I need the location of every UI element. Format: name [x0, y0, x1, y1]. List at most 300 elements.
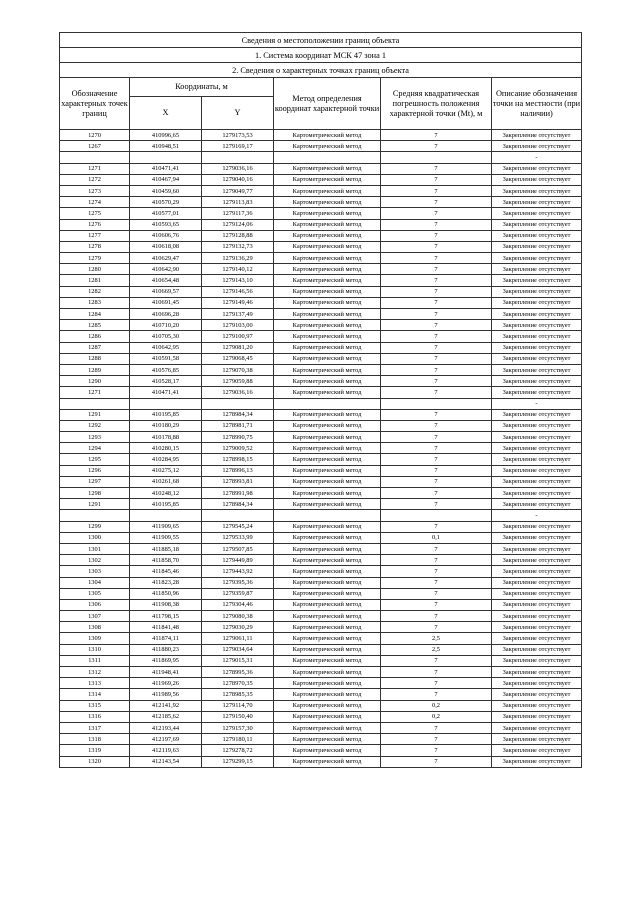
y-coordinate-cell: 1279507,85 [202, 543, 274, 554]
empty-cell [381, 152, 492, 163]
mean-error-cell: 7 [381, 264, 492, 275]
mean-error-cell: 7 [381, 364, 492, 375]
method-cell: Картометрический метод [274, 230, 381, 241]
y-coordinate-cell: 1279533,99 [202, 532, 274, 543]
point-number-cell: 1293 [60, 432, 130, 443]
x-coordinate-cell: 410691,45 [130, 297, 202, 308]
separator-row [60, 152, 582, 163]
x-coordinate-cell: 410471,41 [130, 163, 202, 174]
description-cell: Закрепление отсутствует [492, 722, 582, 733]
table-row [60, 476, 582, 487]
x-coordinate-cell: 411908,38 [130, 599, 202, 610]
description-cell: Закрепление отсутствует [492, 588, 582, 599]
table-row [60, 230, 582, 241]
mean-error-cell: 7 [381, 219, 492, 230]
empty-cell [60, 152, 130, 163]
description-cell: Закрепление отсутствует [492, 655, 582, 666]
description-cell: Закрепление отсутствует [492, 331, 582, 342]
mean-error-cell: 7 [381, 521, 492, 532]
description-cell: Закрепление отсутствует [492, 275, 582, 286]
x-coordinate-cell: 412143,54 [130, 756, 202, 767]
mean-error-cell: 7 [381, 353, 492, 364]
description-cell: Закрепление отсутствует [492, 566, 582, 577]
point-number-cell: 1299 [60, 521, 130, 532]
method-cell: Картометрический метод [274, 622, 381, 633]
table-row [60, 130, 582, 141]
table-row [60, 275, 582, 286]
table-row [60, 264, 582, 275]
point-number-cell: 1267 [60, 141, 130, 152]
mean-error-cell: 7 [381, 230, 492, 241]
table-row [60, 599, 582, 610]
mean-error-cell: 7 [381, 163, 492, 174]
mean-error-cell: 7 [381, 331, 492, 342]
table-row [60, 342, 582, 353]
x-coordinate-cell: 410996,65 [130, 130, 202, 141]
description-cell: Закрепление отсутствует [492, 599, 582, 610]
description-cell: Закрепление отсутствует [492, 689, 582, 700]
description-cell: Закрепление отсутствует [492, 320, 582, 331]
table-row [60, 711, 582, 722]
mean-error-cell: 7 [381, 309, 492, 320]
header-y: Y [202, 97, 274, 130]
y-coordinate-cell: 1279180,11 [202, 734, 274, 745]
x-coordinate-cell: 412119,63 [130, 745, 202, 756]
mean-error-cell: 7 [381, 555, 492, 566]
y-coordinate-cell: 1279113,83 [202, 197, 274, 208]
description-cell: Закрепление отсутствует [492, 409, 582, 420]
mean-error-cell: 0,1 [381, 532, 492, 543]
boundary-points-table [59, 32, 582, 768]
y-coordinate-cell: 1279545,24 [202, 521, 274, 532]
table-row [60, 667, 582, 678]
y-coordinate-cell: 1278991,98 [202, 488, 274, 499]
point-number-cell: 1320 [60, 756, 130, 767]
point-number-cell: 1313 [60, 678, 130, 689]
table-row [60, 420, 582, 431]
point-number-cell: 1304 [60, 577, 130, 588]
y-coordinate-cell: 1278995,36 [202, 667, 274, 678]
point-number-cell: 1271 [60, 387, 130, 398]
description-cell: Закрепление отсутствует [492, 454, 582, 465]
table-row [60, 745, 582, 756]
x-coordinate-cell: 411880,23 [130, 644, 202, 655]
mean-error-cell: 7 [381, 476, 492, 487]
mean-error-cell: 0,2 [381, 700, 492, 711]
x-coordinate-cell: 411874,11 [130, 633, 202, 644]
method-cell: Картометрический метод [274, 141, 381, 152]
mean-error-cell: 7 [381, 611, 492, 622]
method-cell: Картометрический метод [274, 264, 381, 275]
y-coordinate-cell: 1279015,31 [202, 655, 274, 666]
x-coordinate-cell: 411909,55 [130, 532, 202, 543]
header-coordinates: Координаты, м [130, 78, 274, 97]
description-cell: Закрепление отсутствует [492, 364, 582, 375]
description-cell: Закрепление отсутствует [492, 297, 582, 308]
x-coordinate-cell: 410710,20 [130, 320, 202, 331]
point-number-cell: 1317 [60, 722, 130, 733]
empty-cell [274, 152, 381, 163]
mean-error-cell: 7 [381, 141, 492, 152]
table-row [60, 689, 582, 700]
method-cell: Картометрический метод [274, 633, 381, 644]
method-cell: Картометрический метод [274, 689, 381, 700]
table-row [60, 376, 582, 387]
table-row [60, 387, 582, 398]
method-cell: Картометрический метод [274, 543, 381, 554]
description-cell: Закрепление отсутствует [492, 465, 582, 476]
method-cell: Картометрический метод [274, 286, 381, 297]
point-number-cell: 1312 [60, 667, 130, 678]
point-number-cell: 1282 [60, 286, 130, 297]
x-coordinate-cell: 410570,29 [130, 197, 202, 208]
x-coordinate-cell: 410178,88 [130, 432, 202, 443]
mean-error-cell: 0,2 [381, 711, 492, 722]
table-row [60, 722, 582, 733]
point-number-cell: 1286 [60, 331, 130, 342]
method-cell: Картометрический метод [274, 499, 381, 510]
table-row [60, 208, 582, 219]
mean-error-cell: 7 [381, 130, 492, 141]
method-cell: Картометрический метод [274, 331, 381, 342]
mean-error-cell: 7 [381, 208, 492, 219]
point-number-cell: 1276 [60, 219, 130, 230]
mean-error-cell: 2,5 [381, 644, 492, 655]
description-cell: Закрепление отсутствует [492, 711, 582, 722]
point-number-cell: 1278 [60, 241, 130, 252]
mean-error-cell: 7 [381, 745, 492, 756]
description-cell: Закрепление отсутствует [492, 387, 582, 398]
mean-error-cell: 7 [381, 174, 492, 185]
method-cell: Картометрический метод [274, 443, 381, 454]
table-row [60, 734, 582, 745]
method-cell: Картометрический метод [274, 599, 381, 610]
mean-error-cell: 7 [381, 599, 492, 610]
y-coordinate-cell: 1279034,64 [202, 644, 274, 655]
x-coordinate-cell: 411989,56 [130, 689, 202, 700]
method-cell: Картометрический метод [274, 253, 381, 264]
point-number-cell: 1271 [60, 163, 130, 174]
x-coordinate-cell: 410577,01 [130, 208, 202, 219]
x-coordinate-cell: 411798,15 [130, 611, 202, 622]
description-cell: Закрепление отсутствует [492, 476, 582, 487]
mean-error-cell: 7 [381, 454, 492, 465]
empty-cell [381, 510, 492, 521]
table-row [60, 577, 582, 588]
method-cell: Картометрический метод [274, 376, 381, 387]
mean-error-cell: 7 [381, 722, 492, 733]
description-cell: Закрепление отсутствует [492, 700, 582, 711]
description-cell: Закрепление отсутствует [492, 208, 582, 219]
description-cell: Закрепление отсутствует [492, 264, 582, 275]
x-coordinate-cell: 410654,48 [130, 275, 202, 286]
point-number-cell: 1305 [60, 588, 130, 599]
table-row [60, 364, 582, 375]
method-cell: Картометрический метод [274, 174, 381, 185]
x-coordinate-cell: 412141,92 [130, 700, 202, 711]
y-coordinate-cell: 1279117,36 [202, 208, 274, 219]
mean-error-cell: 7 [381, 409, 492, 420]
description-cell: Закрепление отсутствует [492, 185, 582, 196]
y-coordinate-cell: 1279080,38 [202, 611, 274, 622]
mean-error-cell: 7 [381, 342, 492, 353]
mean-error-cell: 2,5 [381, 633, 492, 644]
x-coordinate-cell: 410576,85 [130, 364, 202, 375]
point-number-cell: 1303 [60, 566, 130, 577]
table-row [60, 611, 582, 622]
method-cell: Картометрический метод [274, 353, 381, 364]
y-coordinate-cell: 1279070,38 [202, 364, 274, 375]
method-cell: Картометрический метод [274, 432, 381, 443]
table-row [60, 588, 582, 599]
description-cell: Закрепление отсутствует [492, 286, 582, 297]
y-coordinate-cell: 1279030,29 [202, 622, 274, 633]
description-cell: Закрепление отсутствует [492, 521, 582, 532]
method-cell: Картометрический метод [274, 678, 381, 689]
x-coordinate-cell: 410642,95 [130, 342, 202, 353]
mean-error-cell: 7 [381, 275, 492, 286]
point-number-cell: 1307 [60, 611, 130, 622]
x-coordinate-cell: 410284,95 [130, 454, 202, 465]
y-coordinate-cell: 1279149,46 [202, 297, 274, 308]
table-row [60, 521, 582, 532]
x-coordinate-cell: 410180,29 [130, 420, 202, 431]
point-number-cell: 1273 [60, 185, 130, 196]
x-coordinate-cell: 410618,08 [130, 241, 202, 252]
method-cell: Картометрический метод [274, 521, 381, 532]
table-row [60, 678, 582, 689]
table-row [60, 163, 582, 174]
y-coordinate-cell: 1278981,71 [202, 420, 274, 431]
empty-cell [130, 398, 202, 409]
y-coordinate-cell: 1279146,56 [202, 286, 274, 297]
mean-error-cell: 7 [381, 185, 492, 196]
table-row [60, 443, 582, 454]
description-cell: Закрепление отсутствует [492, 420, 582, 431]
mean-error-cell: 7 [381, 499, 492, 510]
y-coordinate-cell: 1279150,40 [202, 711, 274, 722]
y-coordinate-cell: 1279103,00 [202, 320, 274, 331]
header-point-designation: Обозначение характерных точек границ [60, 78, 130, 130]
point-number-cell: 1298 [60, 488, 130, 499]
y-coordinate-cell: 1279100,97 [202, 331, 274, 342]
description-cell: Закрепление отсутствует [492, 309, 582, 320]
method-cell: Картометрический метод [274, 756, 381, 767]
table-row [60, 331, 582, 342]
point-number-cell: 1289 [60, 364, 130, 375]
description-cell: Закрепление отсутствует [492, 174, 582, 185]
table-row [60, 197, 582, 208]
y-coordinate-cell: 1279140,12 [202, 264, 274, 275]
point-number-cell: 1319 [60, 745, 130, 756]
point-number-cell: 1291 [60, 409, 130, 420]
method-cell: Картометрический метод [274, 208, 381, 219]
y-coordinate-cell: 1279128,88 [202, 230, 274, 241]
mean-error-cell: 7 [381, 286, 492, 297]
table-row [60, 555, 582, 566]
table-row [60, 320, 582, 331]
mean-error-cell: 7 [381, 667, 492, 678]
description-cell: Закрепление отсутствует [492, 376, 582, 387]
method-cell: Картометрический метод [274, 488, 381, 499]
mean-error-cell: 7 [381, 320, 492, 331]
mean-error-cell: 7 [381, 566, 492, 577]
table-row [60, 532, 582, 543]
empty-cell [60, 398, 130, 409]
point-number-cell: 1310 [60, 644, 130, 655]
empty-cell [202, 398, 274, 409]
table-row [60, 566, 582, 577]
empty-cell [381, 398, 492, 409]
mean-error-cell: 7 [381, 376, 492, 387]
x-coordinate-cell: 411858,70 [130, 555, 202, 566]
x-coordinate-cell: 410195,85 [130, 499, 202, 510]
y-coordinate-cell: 1278998,15 [202, 454, 274, 465]
table-row [60, 465, 582, 476]
x-coordinate-cell: 410948,51 [130, 141, 202, 152]
y-coordinate-cell: 1279068,45 [202, 353, 274, 364]
description-cell: Закрепление отсутствует [492, 644, 582, 655]
x-coordinate-cell: 410669,57 [130, 286, 202, 297]
mean-error-cell: 7 [381, 622, 492, 633]
point-number-cell: 1285 [60, 320, 130, 331]
y-coordinate-cell: 1279040,16 [202, 174, 274, 185]
description-cell: Закрепление отсутствует [492, 197, 582, 208]
method-cell: Картометрический метод [274, 644, 381, 655]
method-cell: Картометрический метод [274, 219, 381, 230]
description-cell: Закрепление отсутствует [492, 141, 582, 152]
mean-error-cell: 7 [381, 241, 492, 252]
y-coordinate-cell: 1279304,46 [202, 599, 274, 610]
point-number-cell: 1283 [60, 297, 130, 308]
table-row [60, 174, 582, 185]
table-row [60, 297, 582, 308]
method-cell: Картометрический метод [274, 745, 381, 756]
coordinate-system-heading: 1. Система координат МСК 47 зона 1 [60, 48, 582, 63]
point-number-cell: 1279 [60, 253, 130, 264]
method-cell: Картометрический метод [274, 734, 381, 745]
mean-error-cell: 7 [381, 734, 492, 745]
description-cell: Закрепление отсутствует [492, 253, 582, 264]
y-coordinate-cell: 1278996,13 [202, 465, 274, 476]
table-row [60, 253, 582, 264]
point-number-cell: 1280 [60, 264, 130, 275]
y-coordinate-cell: 1278993,81 [202, 476, 274, 487]
mean-error-cell: 7 [381, 420, 492, 431]
description-cell: Закрепление отсутствует [492, 622, 582, 633]
table-body [60, 130, 582, 768]
empty-cell [130, 152, 202, 163]
x-coordinate-cell: 410629,47 [130, 253, 202, 264]
description-cell: Закрепление отсутствует [492, 532, 582, 543]
description-cell: Закрепление отсутствует [492, 230, 582, 241]
mean-error-cell: 7 [381, 655, 492, 666]
y-coordinate-cell: 1279081,20 [202, 342, 274, 353]
table-row [60, 499, 582, 510]
x-coordinate-cell: 410528,17 [130, 376, 202, 387]
point-number-cell: 1309 [60, 633, 130, 644]
x-coordinate-cell: 410696,28 [130, 309, 202, 320]
mean-error-cell: 7 [381, 387, 492, 398]
method-cell: Картометрический метод [274, 465, 381, 476]
x-coordinate-cell: 410642,90 [130, 264, 202, 275]
table-row [60, 454, 582, 465]
mean-error-cell: 7 [381, 689, 492, 700]
method-cell: Картометрический метод [274, 185, 381, 196]
table-row [60, 543, 582, 554]
point-number-cell: 1318 [60, 734, 130, 745]
description-cell: Закрепление отсутствует [492, 611, 582, 622]
method-cell: Картометрический метод [274, 364, 381, 375]
point-number-cell: 1300 [60, 532, 130, 543]
x-coordinate-cell: 410261,68 [130, 476, 202, 487]
x-coordinate-cell: 410606,76 [130, 230, 202, 241]
document-title: Сведения о местоположении границ объекта [60, 33, 582, 48]
y-coordinate-cell: 1279036,16 [202, 163, 274, 174]
point-number-cell: 1294 [60, 443, 130, 454]
y-coordinate-cell: 1278985,35 [202, 689, 274, 700]
table-row [60, 644, 582, 655]
point-number-cell: 1274 [60, 197, 130, 208]
point-number-cell: 1315 [60, 700, 130, 711]
description-cell: Закрепление отсутствует [492, 745, 582, 756]
description-cell: Закрепление отсутствует [492, 353, 582, 364]
mean-error-cell: 7 [381, 543, 492, 554]
header-mean-error: Средняя квадратическая погрешность положения характерной точки (Mt), м [381, 78, 492, 130]
point-number-cell: 1311 [60, 655, 130, 666]
method-cell: Картометрический метод [274, 387, 381, 398]
description-cell: Закрепление отсутствует [492, 219, 582, 230]
empty-cell [274, 398, 381, 409]
description-cell: Закрепление отсутствует [492, 488, 582, 499]
y-coordinate-cell: 1279443,92 [202, 566, 274, 577]
point-number-cell: 1297 [60, 476, 130, 487]
method-cell: Картометрический метод [274, 577, 381, 588]
point-number-cell: 1287 [60, 342, 130, 353]
y-coordinate-cell: 1279395,36 [202, 577, 274, 588]
x-coordinate-cell: 410705,30 [130, 331, 202, 342]
x-coordinate-cell: 410248,12 [130, 488, 202, 499]
y-coordinate-cell: 1278970,35 [202, 678, 274, 689]
description-cell: Закрепление отсутствует [492, 241, 582, 252]
y-coordinate-cell: 1278984,34 [202, 499, 274, 510]
y-coordinate-cell: 1279173,53 [202, 130, 274, 141]
method-cell: Картометрический метод [274, 454, 381, 465]
point-number-cell: 1288 [60, 353, 130, 364]
empty-cell [130, 510, 202, 521]
separator-dash: - [492, 152, 582, 163]
mean-error-cell: 7 [381, 253, 492, 264]
point-number-cell: 1306 [60, 599, 130, 610]
method-cell: Картометрический метод [274, 555, 381, 566]
method-cell: Картометрический метод [274, 700, 381, 711]
point-number-cell: 1272 [60, 174, 130, 185]
mean-error-cell: 7 [381, 297, 492, 308]
description-cell: Закрепление отсутствует [492, 443, 582, 454]
x-coordinate-cell: 411885,18 [130, 543, 202, 554]
description-cell: Закрепление отсутствует [492, 432, 582, 443]
method-cell: Картометрический метод [274, 130, 381, 141]
description-cell: Закрепление отсутствует [492, 667, 582, 678]
description-cell: Закрепление отсутствует [492, 678, 582, 689]
method-cell: Картометрический метод [274, 197, 381, 208]
table-row [60, 286, 582, 297]
x-coordinate-cell: 411869,95 [130, 655, 202, 666]
table-row [60, 700, 582, 711]
method-cell: Картометрический метод [274, 711, 381, 722]
x-coordinate-cell: 411845,46 [130, 566, 202, 577]
y-coordinate-cell: 1279157,30 [202, 722, 274, 733]
